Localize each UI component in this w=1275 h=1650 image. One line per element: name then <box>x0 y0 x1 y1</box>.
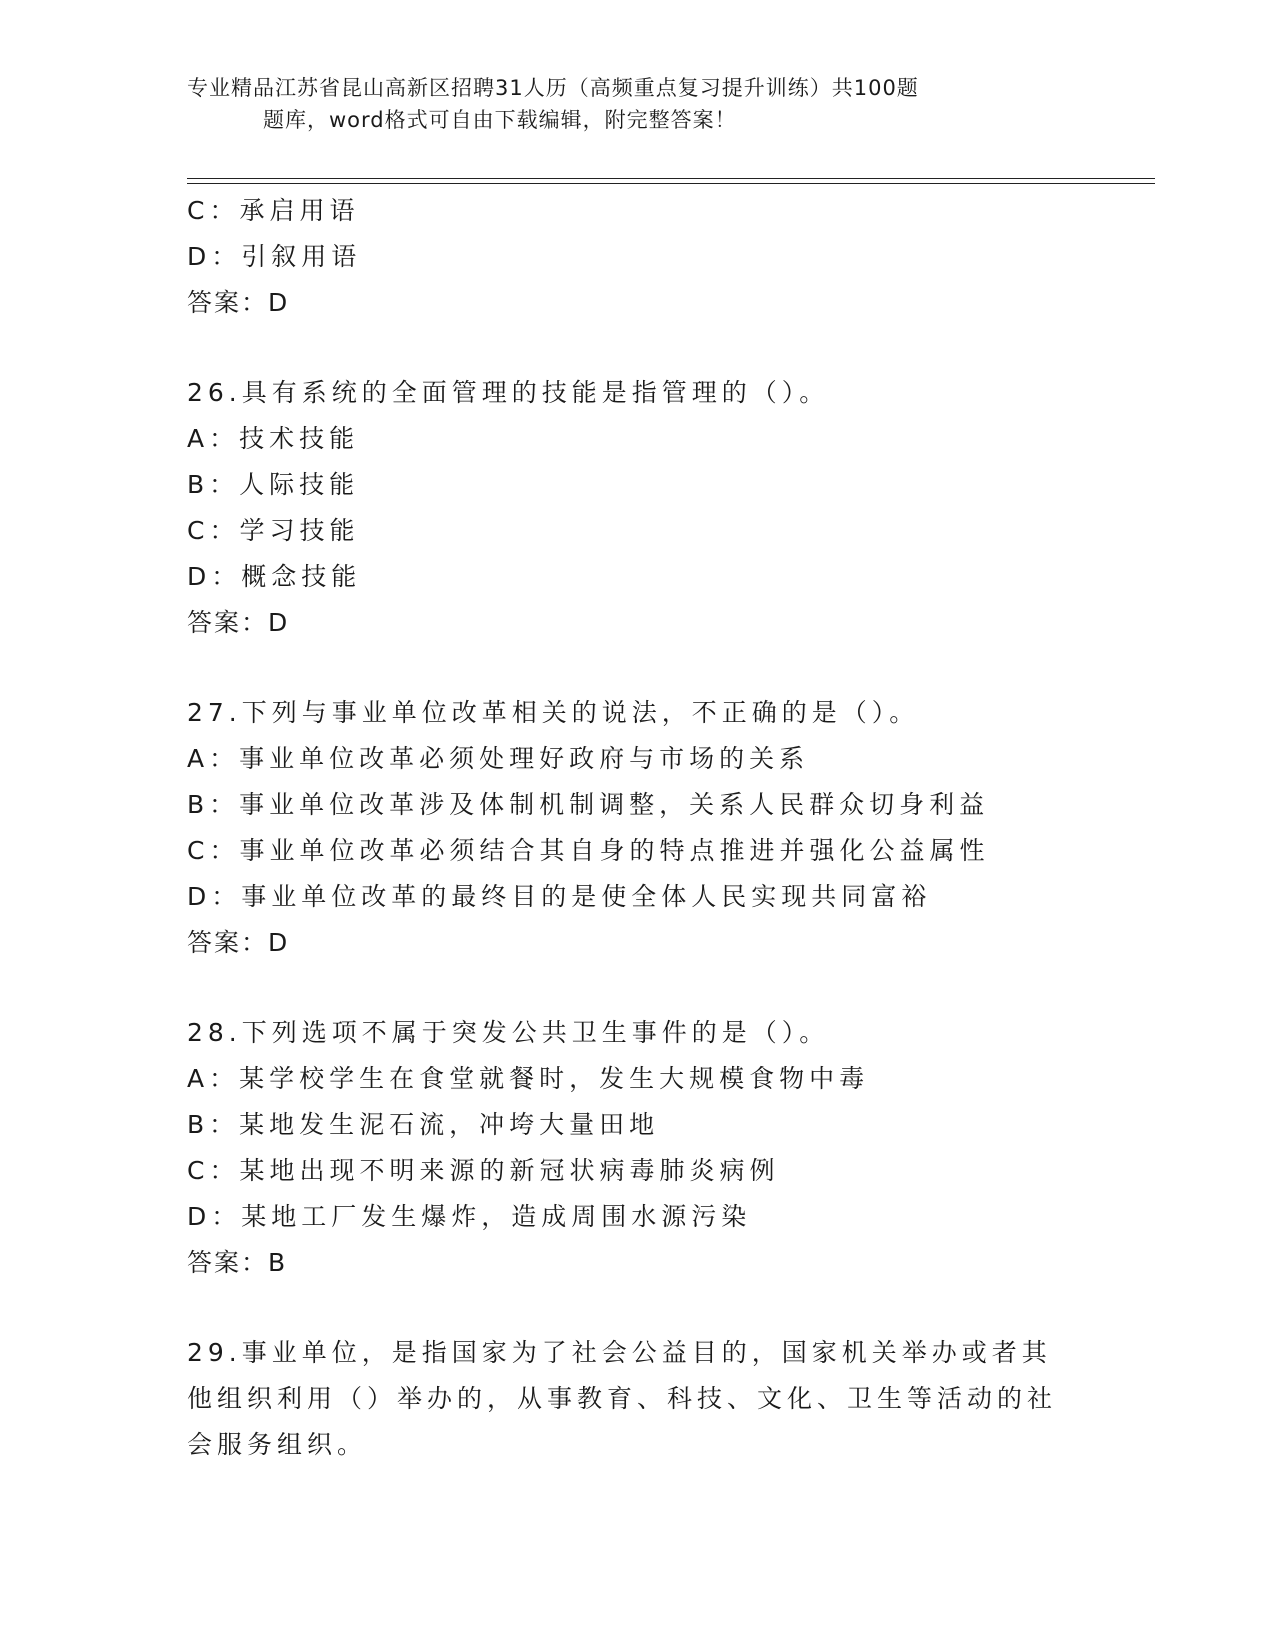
question-text: 27.下列与事业单位改革相关的说法，不正确的是（）。 <box>187 698 920 727</box>
header-divider-bottom <box>187 183 1155 184</box>
option-a: A：某学校学生在食堂就餐时，发生大规模食物中毒 <box>187 1064 870 1093</box>
question-block-29 <box>187 1330 1067 1468</box>
answer-line: 答案：D <box>187 608 290 637</box>
option-c: C：承启用语 <box>187 196 360 225</box>
question-text: 29.事业单位，是指国家为了社会公益目的，国家机关举办或者其他组织利用（）举办的，从事教育、科技、文化、卫生等活动的社会服务组织。 <box>187 1338 1058 1459</box>
header-divider-top <box>187 178 1155 179</box>
option-d: D：引叙用语 <box>187 242 362 271</box>
option-c: C：事业单位改革必须结合其自身的特点推进并强化公益属性 <box>187 836 990 865</box>
document-header <box>187 72 1017 136</box>
option-d: D：概念技能 <box>187 562 362 591</box>
option-b: B：人际技能 <box>187 470 360 499</box>
option-a: A：事业单位改革必须处理好政府与市场的关系 <box>187 744 810 773</box>
answer-line: 答案：D <box>187 288 290 317</box>
header-title-line1: 专业精品江苏省昆山高新区招聘31人历（高频重点复习提升训练）共100题 <box>187 76 919 100</box>
option-a: A：技术技能 <box>187 424 360 453</box>
question-block-27 <box>187 690 1067 966</box>
question-block-28 <box>187 1010 1067 1286</box>
header-title-line2: 题库，word格式可自由下载编辑，附完整答案！ <box>263 108 737 132</box>
option-d: D：事业单位改革的最终目的是使全体人民实现共同富裕 <box>187 882 932 911</box>
option-c: C：某地出现不明来源的新冠状病毒肺炎病例 <box>187 1156 780 1185</box>
option-c: C：学习技能 <box>187 516 360 545</box>
answer-line: 答案：B <box>187 1248 288 1277</box>
question-block-prev <box>187 188 1067 326</box>
question-text: 28.下列选项不属于突发公共卫生事件的是（）。 <box>187 1018 830 1047</box>
question-text: 26.具有系统的全面管理的技能是指管理的（）。 <box>187 378 830 407</box>
option-b: B：某地发生泥石流，冲垮大量田地 <box>187 1110 660 1139</box>
question-block-26 <box>187 370 1067 646</box>
question-list <box>187 188 1067 1468</box>
answer-line: 答案：D <box>187 928 290 957</box>
option-b: B：事业单位改革涉及体制机制调整，关系人民群众切身利益 <box>187 790 990 819</box>
option-d: D：某地工厂发生爆炸，造成周围水源污染 <box>187 1202 752 1231</box>
